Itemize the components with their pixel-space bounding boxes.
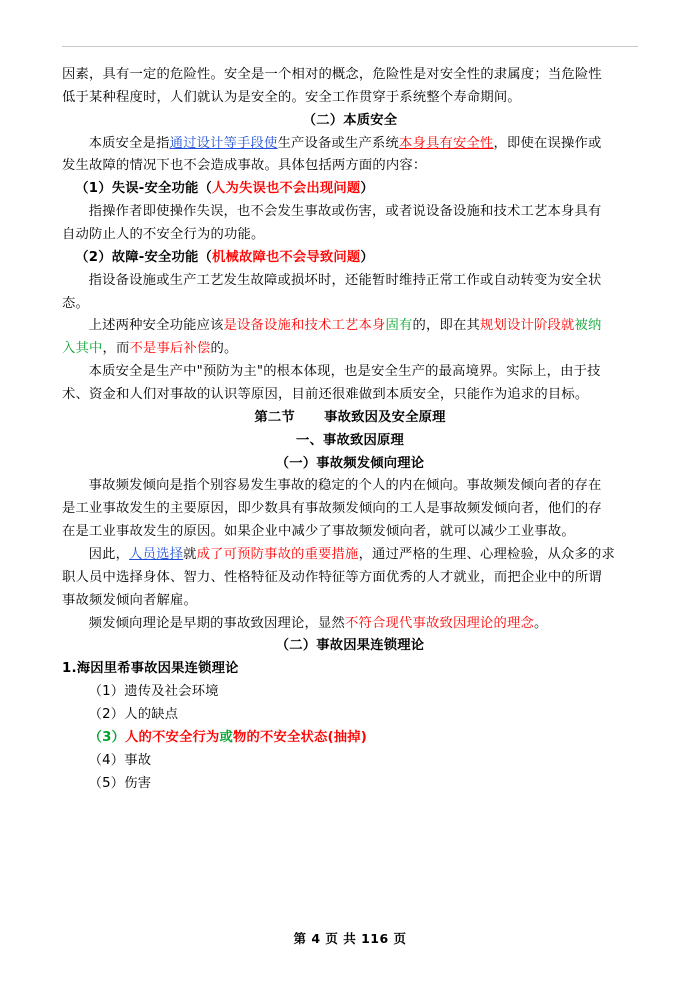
text-run: ，而 xyxy=(102,341,130,357)
text-run: ，即使在误操作或 xyxy=(493,135,602,151)
text-run-red: 人为失误也不会出现问题 xyxy=(211,181,361,197)
paragraph-line: 职人员中选择身体、智力、性格特征及动作特征等方面优秀的人才就业，而把企业中的所谓 xyxy=(62,569,602,585)
text-run: 。 xyxy=(534,615,548,631)
paragraph-renyuan-xuanze xyxy=(62,544,638,567)
paragraph-line: 是工业事故发生的主要原因，即少数具有事故频发倾向的工人是事故频发倾向者，他们的存 xyxy=(62,501,602,517)
heading-haiyinlixi: 1.海因里希事故因果连锁理论 xyxy=(62,661,239,677)
list-item: （2）人的缺点 xyxy=(88,707,179,723)
paragraph-line: 因素，具有一定的危险性。安全是一个相对的概念，危险性是对安全性的隶属度；当危险性 xyxy=(62,67,602,82)
text-run-red: 物的不安全状态(抽掉) xyxy=(233,729,368,745)
text-run-red: 人的不安全行为 xyxy=(125,729,220,745)
page-footer: 第 4 页 共 116 页 xyxy=(293,931,407,946)
paragraph-pinfa-conclusion xyxy=(62,613,638,636)
paragraph-gouyou-cont xyxy=(62,338,638,361)
text-run: 的。 xyxy=(210,341,238,357)
list-item: （1）遗传及社会环境 xyxy=(88,684,219,700)
text-run: 上述两种安全功能应该 xyxy=(88,318,224,334)
text-run-blue: 通过设计等手段使 xyxy=(169,135,278,151)
paragraph-line: 发生故障的情况下也不会造成事故。具体包括两方面的内容： xyxy=(62,158,427,174)
text-run-red: 不符合现代事故致因理论的理念 xyxy=(345,615,535,631)
text-run: 就 xyxy=(183,547,197,563)
paragraph-line: 指操作者即使操作失误，也不会发生事故或伤害，或者说设备设施和技术工艺本身具有 xyxy=(88,204,602,220)
text-run: ） xyxy=(360,249,374,265)
text-run-red: 不是事后补偿 xyxy=(129,341,211,357)
text-run: 生产设备或生产系统 xyxy=(277,135,400,151)
text-run: 因此， xyxy=(88,547,130,563)
document-content xyxy=(62,44,638,796)
heading-benzhi-anquan: （二）本质安全 xyxy=(302,112,398,128)
section-title: 事故致因及安全原理 xyxy=(324,409,446,425)
text-run: ） xyxy=(360,181,374,197)
paragraph-benzhi-def xyxy=(62,133,638,156)
paragraph-line: 自动防止人的不安全行为的功能。 xyxy=(62,227,265,243)
text-run-red: 机械故障也不会导致问题 xyxy=(211,249,361,265)
text-run: ，通过严格的生理、心理检验，从众多的求 xyxy=(358,547,616,563)
text-run: 的，即在其 xyxy=(412,318,481,334)
paragraph-line: 本质安全是生产中"预防为主"的根本体现，也是安全生产的最高境界。实际上，由于技 xyxy=(88,364,601,380)
text-run-green: 入其中 xyxy=(62,341,103,357)
heading-shiwu-anquan xyxy=(62,178,638,201)
section-label: 第二节 xyxy=(254,409,295,425)
list-item: （4）事故 xyxy=(88,752,152,768)
heading-yuanli-1: 一、事故致因原理 xyxy=(296,432,404,448)
text-run-red: 是设备设施和技术工艺本身 xyxy=(223,318,386,334)
paragraph-line: 低于某种程度时，人们就认为是安全的。安全工作贯穿于系统整个寿命期间。 xyxy=(62,89,521,105)
paragraph-line: 态。 xyxy=(62,295,89,311)
text-run: （2）故障-安全功能（ xyxy=(75,249,212,265)
text-run-red: 本身具有安全性 xyxy=(399,135,494,151)
paragraph-line: 事故频发倾向者解雇。 xyxy=(62,592,197,608)
list-item: （5）伤害 xyxy=(88,775,152,791)
text-run-red: 成了可预防事故的重要措施 xyxy=(196,547,359,563)
header-divider xyxy=(62,46,638,47)
paragraph-gouyou xyxy=(62,315,638,338)
heading-section-2 xyxy=(62,407,638,430)
list-item-highlighted xyxy=(62,727,638,750)
heading-pinfa-lilun: （一）事故频发倾向理论 xyxy=(275,455,425,471)
text-run-green: 被纳 xyxy=(574,318,602,334)
paragraph-line: 在是工业事故发生的原因。如果企业中减少了事故频发倾向者，就可以减少工业事故。 xyxy=(62,524,575,540)
paragraph-line: 指设备设施或生产工艺发生故障或损坏时，还能暂时维持正常工作或自动转变为安全状 xyxy=(88,272,602,288)
text-run-green: （3） xyxy=(88,729,126,745)
text-run: （1）失误-安全功能（ xyxy=(75,181,212,197)
text-run-green: 固有 xyxy=(385,318,413,334)
paragraph-line: 术、资金和人们对事故的认识等原因，目前还很难做到本质安全，只能作为追求的目标。 xyxy=(62,387,589,403)
text-run: 频发倾向理论是早期的事故致因理论，显然 xyxy=(88,615,346,631)
text-run-green: 或 xyxy=(219,729,234,745)
text-run: 本质安全是指 xyxy=(88,135,170,151)
heading-yinguo-lilun: （二）事故因果连锁理论 xyxy=(275,638,425,654)
text-run-blue: 人员选择 xyxy=(129,547,184,563)
paragraph-line: 事故频发倾向是指个别容易发生事故的稳定的个人的内在倾向。事故频发倾向者的存在 xyxy=(88,478,602,494)
text-run-red: 规划设计阶段就 xyxy=(480,318,575,334)
heading-guzhang-anquan xyxy=(62,247,638,270)
